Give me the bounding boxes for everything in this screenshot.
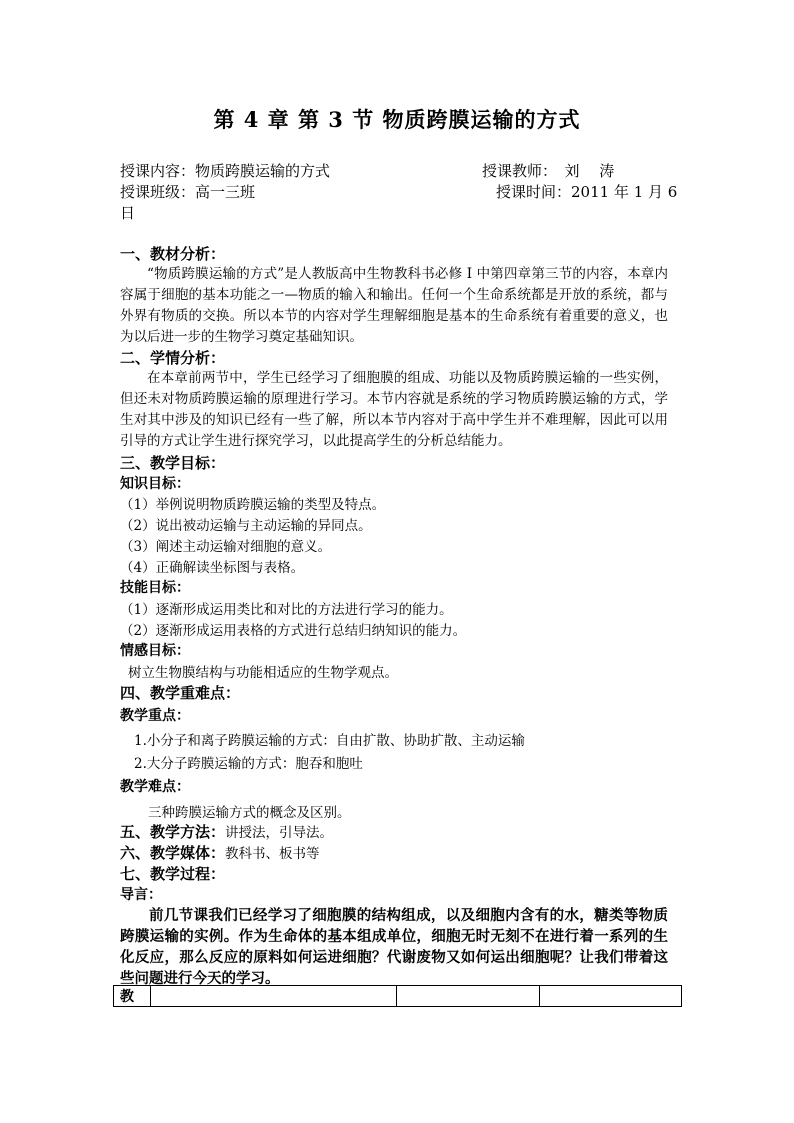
section-2-heading: 二、学情分析：	[120, 349, 226, 367]
section-1-heading: 一、教材分析：	[120, 245, 226, 263]
section-7-heading: 七、教学过程：	[120, 865, 226, 883]
table-row	[114, 986, 682, 1007]
table-cell	[151, 986, 397, 1007]
page-title: 第 4 章 第 3 节 物质跨膜运输的方式	[213, 107, 581, 132]
knowledge-item: （1）举例说明物质跨膜运输的类型及特点。	[120, 497, 386, 513]
section-6-heading: 六、教学媒体：	[120, 844, 226, 862]
skill-item: （1）逐渐形成运用类比和对比的方法进行学习的能力。	[120, 602, 453, 618]
skill-heading: 技能目标：	[120, 580, 190, 596]
section-2-paragraph: 在本章前两节中，学生已经学习了细胞膜的组成、功能以及物质跨膜运输的一些实例，但还未对物质跨膜运输的原理进行学习。本节内容就是系统的学习物质跨膜运输的方式，学生对其中涉及的知识已经有一些了解，所以本节内容对于高中学生并不难理解，因此可以用引导的方式让学生进行探究学习，以此提高学生的分析总结能力。	[120, 370, 668, 449]
key-point-item: 1.小分子和离子跨膜运输的方式：自由扩散、协助扩散、主动运输	[134, 733, 525, 749]
time-label-overflow: 日	[120, 204, 136, 222]
section-5-value: 讲授法，引导法。	[225, 825, 334, 841]
intro-heading: 导言：	[120, 887, 162, 903]
intro-paragraph: 前几节课我们已经学习了细胞膜的结构组成，以及细胞内含有的水，糖类等物质跨膜运输的实例。作为生命体的基本组成单位，细胞无时无刻不在进行着一系列的生化反应，那么反应的原料如何运进细胞？代谢废物又如何运出细胞呢？让我们带着这些问题进行今天的学习。	[120, 907, 668, 987]
table-cell	[540, 986, 682, 1007]
section-1-paragraph: “物质跨膜运输的方式”是人教版高中生物教科书必修 I 中第四章第三节的内容，本章内容属于细胞的基本功能之一—物质的输入和输出。任何一个生命系统都是开放的系统，都与外界有物质的交换。所以本节的内容对学生理解细胞是基本的生命系统有着重要的意义，也为以后进一步的生物学习奠定基础知识。	[120, 266, 668, 345]
key-point-item: 2.大分子跨膜运输的方式：胞吞和胞吐	[134, 756, 363, 772]
skill-item: （2）逐渐形成运用表格的方式进行总结归纳知识的能力。	[120, 623, 467, 639]
section-3-heading: 三、教学目标：	[120, 454, 226, 472]
key-points-heading: 教学重点：	[120, 708, 190, 724]
knowledge-item: （2）说出被动运输与主动运输的异同点。	[120, 518, 372, 534]
class-label: 授课班级：高一三班	[120, 183, 256, 201]
content-label: 授课内容：物质跨膜运输的方式	[120, 162, 331, 180]
emotion-heading: 情感目标：	[120, 643, 190, 659]
section-5-row	[120, 821, 333, 842]
difficulty-text: 三种跨膜运输方式的概念及区别。	[148, 805, 351, 821]
difficulty-heading: 教学难点：	[120, 779, 190, 795]
table-cell	[397, 986, 540, 1007]
section-6-row	[120, 842, 320, 863]
knowledge-item: （4）正确解读坐标图与表格。	[120, 560, 305, 576]
table-cell-label: 教	[114, 986, 151, 1007]
knowledge-item: （3）阐述主动运输对细胞的意义。	[120, 539, 332, 555]
time-label: 授课时间：2011 年 1 月 6	[496, 183, 678, 201]
section-5-heading: 五、教学方法：	[120, 823, 226, 841]
emotion-text: 树立生物膜结构与功能相适应的生物学观点。	[128, 665, 398, 681]
lesson-table	[113, 985, 682, 1007]
section-4-heading: 四、教学重难点：	[120, 684, 241, 702]
knowledge-heading: 知识目标：	[120, 476, 190, 492]
teacher-label: 授课教师： 刘 涛	[482, 162, 615, 180]
section-6-value: 教科书、板书等	[225, 846, 320, 862]
